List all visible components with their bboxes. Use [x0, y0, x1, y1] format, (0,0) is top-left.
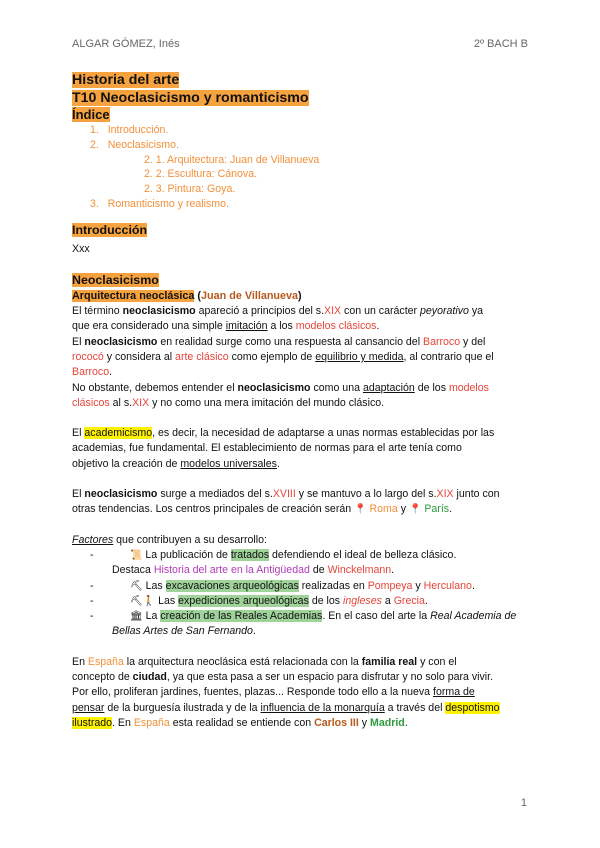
neo-heading: Neoclasicismo [72, 273, 159, 288]
list-item: - ⛏🚶 Las expediciones arqueológicas de los ingleses a Grecia. [90, 594, 428, 607]
list-item-continuation: Destaca Historia del arte en la Antigüedad de Winckelmann. [112, 564, 395, 577]
classical-building-icon: 🏛 [130, 611, 143, 623]
factors-intro: Factores que contribuyen a su desarrollo: [72, 533, 267, 546]
list-item: - 🏛 La creación de las Reales Academias. En el caso del arte la Real Academia de [90, 610, 517, 623]
pick-icon: ⛏ [130, 580, 143, 592]
paragraph-4: El academicismo, es decir, la necesidad de adaptarse a unas normas establecidas por las academias, fue fundamental. El establecimiento de normas para el arte tenía como objetivo la creación de modelos universales. [72, 427, 495, 470]
pin-icon: 📍 [354, 504, 367, 516]
paragraph-6: En España la arquitectura neoclásica está relacionada con la familia real y con el concepto de ciudad, ya que esta pasa a ser un espacio para disfrutar y no solo para vivir. Por ello, proliferan jardines, fuentes, plazas... Responde todo ello a la nueva forma de pensar de la burguesía ilustrada y de la influencia de la monarquía a través del despotismo ilustrado. En España esta realidad se entiende con Carlos III y Madrid. [72, 655, 500, 729]
toc-item[interactable]: 2. 3. Pintura: Goya. [144, 183, 236, 196]
toc-item[interactable]: 2. 2. Escultura: Cánova. [144, 168, 258, 181]
paragraph-1: El término neoclasicismo apareció a principios del s.XIX con un carácter peyorativo ya que era considerado una simple imitación a los modelos clásicos. [72, 305, 484, 333]
neo-subheading: Arquitectura neoclásica (Juan de Villanueva) [72, 290, 302, 303]
intro-heading: Introducción [72, 222, 148, 237]
pick-icon: ⛏ [130, 595, 143, 607]
toc-item[interactable]: 1. Introducción. [90, 124, 169, 136]
walking-person-icon: 🚶 [142, 595, 156, 607]
header-author: ALGAR GÓMEZ, Inés [72, 38, 180, 50]
list-item: - 📜 La publicación de tratados defendiendo el ideal de belleza clásico. [90, 548, 457, 561]
list-item: - ⛏ Las excavaciones arqueológicas realizadas en Pompeya y Herculano. [90, 579, 475, 592]
toc-item[interactable]: 3. Romanticismo y realismo. [90, 197, 229, 210]
pin-icon: 📍 [408, 504, 422, 516]
intro-text: Xxx [72, 242, 90, 255]
table-of-contents [72, 123, 532, 212]
header-class: 2º BACH B [473, 38, 528, 50]
toc-item[interactable]: 2. Neoclasicismo. [90, 138, 179, 151]
index-title: Índice [72, 107, 110, 122]
scroll-icon: 📜 [130, 549, 143, 561]
list-item-continuation: Bellas Artes de San Fernando. [112, 625, 256, 638]
document-body [72, 71, 532, 731]
subject-title: Historia del arte [72, 72, 180, 88]
toc-item[interactable]: 2. 1. Arquitectura: Juan de Villanueva [144, 153, 320, 166]
unit-title: T10 Neoclasicismo y romanticismo [72, 90, 309, 106]
paragraph-2: El neoclasicismo en realidad surge como una respuesta al cansancio del Barroco y del rococó y considera al arte clásico como ejemplo de equilibrio y medida, al contrario que el Barroco. [72, 335, 494, 379]
paragraph-5: El neoclasicismo surge a mediados del s.XVIII y se mantuvo a lo largo del s.XIX junto con otras tendencias. Los centros principales de creación serán 📍 Roma y 📍 París. [72, 488, 500, 516]
paragraph-3: No obstante, debemos entender el neoclasicismo como una adaptación de los modelos clásicos al s.XIX y no como una mera imitación del mundo clásico. [72, 381, 489, 409]
page-number: 1 [520, 797, 527, 809]
